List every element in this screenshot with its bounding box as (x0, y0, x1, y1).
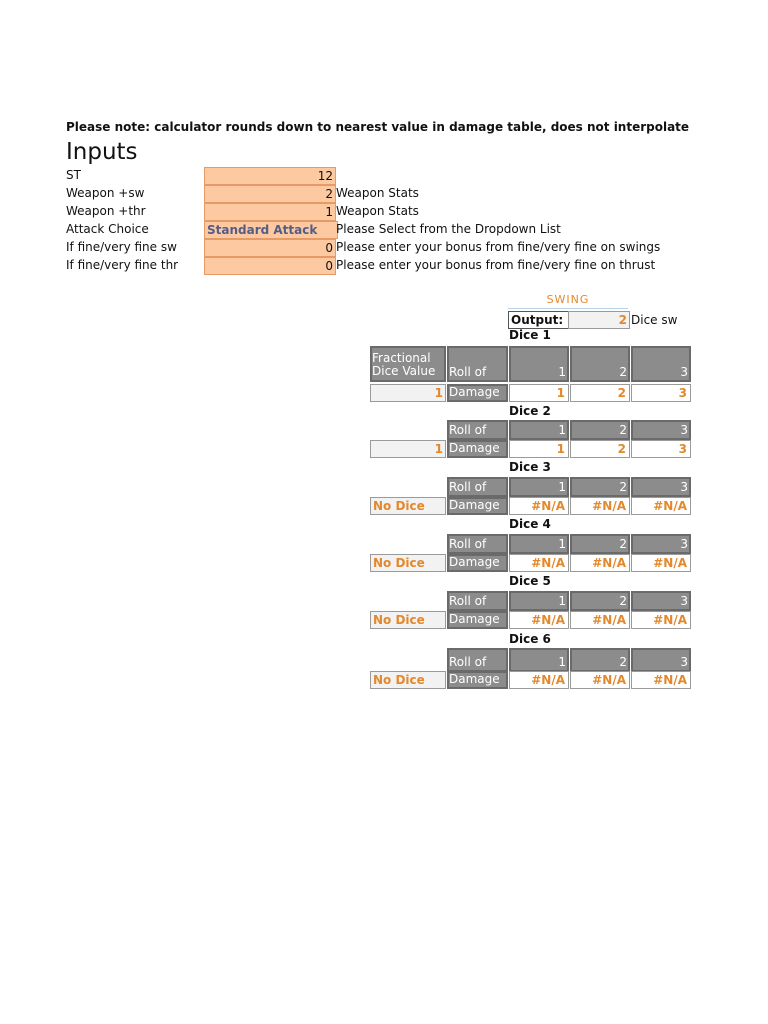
input-weapon-thr[interactable]: 1 (204, 203, 336, 221)
input-label-weapon-sw: Weapon +sw (66, 186, 145, 200)
dice-3-title: Dice 3 (509, 460, 551, 474)
input-st[interactable]: 12 (204, 167, 336, 185)
dice-3-roll-1: 1 (509, 477, 569, 497)
dice-3-roll-3: 3 (631, 477, 691, 497)
dice-6-damage-1: #N/A (509, 671, 569, 689)
dice-3-fractional-value: No Dice (370, 497, 446, 515)
inputs-heading: Inputs (66, 139, 138, 165)
dice-4-damage-2: #N/A (570, 554, 630, 572)
dice-3-damage-1: #N/A (509, 497, 569, 515)
calculator-note: Please note: calculator rounds down to nearest value in damage table, does not interpolate (66, 120, 690, 134)
dice-2-roll-2: 2 (570, 420, 630, 440)
dice-3-damage-3: #N/A (631, 497, 691, 515)
dice-1-roll-2: 2 (570, 346, 630, 382)
dice-1-damage-1: 1 (509, 384, 569, 402)
dice-1-roll-1: 1 (509, 346, 569, 382)
input-label-attack-choice: Attack Choice (66, 222, 149, 236)
dice-4-roll-label: Roll of (447, 534, 508, 554)
dice-3-roll-2: 2 (570, 477, 630, 497)
dice-2-damage-label: Damage (447, 440, 508, 458)
dice-2-roll-3: 3 (631, 420, 691, 440)
help-fine-thr: Please enter your bonus from fine/very fine on thrust (336, 258, 656, 272)
dice-2-fractional-value: 1 (370, 440, 446, 458)
input-label-weapon-thr: Weapon +thr (66, 204, 146, 218)
dice-4-damage-3: #N/A (631, 554, 691, 572)
dice-5-roll-3: 3 (631, 591, 691, 611)
dice-3-damage-label: Damage (447, 497, 508, 515)
dice-2-roll-label: Roll of (447, 420, 508, 440)
help-weapon-sw: Weapon Stats (336, 186, 419, 200)
dice-5-roll-2: 2 (570, 591, 630, 611)
help-attack-choice: Please Select from the Dropdown List (336, 222, 561, 236)
dice-5-title: Dice 5 (509, 574, 551, 588)
dice-6-roll-1: 1 (509, 648, 569, 672)
dice-2-damage-3: 3 (631, 440, 691, 458)
attack-choice-dropdown[interactable]: Standard Attack (204, 221, 338, 239)
input-weapon-sw[interactable]: 2 (204, 185, 336, 203)
dice-2-damage-1: 1 (509, 440, 569, 458)
dice-6-damage-3: #N/A (631, 671, 691, 689)
input-label-st: ST (66, 168, 81, 182)
input-label-fine-sw: If fine/very fine sw (66, 240, 177, 254)
swing-title: SWING (508, 293, 628, 309)
dice-6-roll-2: 2 (570, 648, 630, 672)
fractional-dice-value-header: Fractional Dice Value (370, 346, 446, 382)
dice-5-roll-label: Roll of (447, 591, 508, 611)
dice-4-damage-label: Damage (447, 554, 508, 572)
dice-1-damage-2: 2 (570, 384, 630, 402)
dice-4-damage-1: #N/A (509, 554, 569, 572)
help-fine-sw: Please enter your bonus from fine/very fine on swings (336, 240, 661, 254)
dice-2-roll-1: 1 (509, 420, 569, 440)
dice-6-roll-label: Roll of (447, 648, 508, 672)
dice-1-damage-label: Damage (447, 384, 508, 402)
dice-1-fractional-value: 1 (370, 384, 446, 402)
dice-3-damage-2: #N/A (570, 497, 630, 515)
help-weapon-thr: Weapon Stats (336, 204, 419, 218)
dice-6-damage-label: Damage (447, 671, 508, 689)
dice-6-roll-3: 3 (631, 648, 691, 672)
dice-2-damage-2: 2 (570, 440, 630, 458)
dice-6-fractional-value: No Dice (370, 671, 446, 689)
dice-1-roll-3: 3 (631, 346, 691, 382)
dice-5-fractional-value: No Dice (370, 611, 446, 629)
dice-5-roll-1: 1 (509, 591, 569, 611)
dice-5-damage-3: #N/A (631, 611, 691, 629)
dice-3-roll-label: Roll of (447, 477, 508, 497)
input-label-fine-thr: If fine/very fine thr (66, 258, 179, 272)
dice-4-roll-1: 1 (509, 534, 569, 554)
dice-5-damage-2: #N/A (570, 611, 630, 629)
dice-4-roll-3: 3 (631, 534, 691, 554)
dice-5-damage-label: Damage (447, 611, 508, 629)
output-unit: Dice sw (631, 313, 678, 327)
output-label: Output: (508, 311, 570, 329)
dice-4-fractional-value: No Dice (370, 554, 446, 572)
input-fine-sw[interactable]: 0 (204, 239, 336, 257)
dice-1-damage-3: 3 (631, 384, 691, 402)
dice-1-title: Dice 1 (509, 328, 551, 342)
output-value: 2 (568, 311, 630, 329)
dice-1-roll-label: Roll of (447, 346, 508, 382)
dice-5-damage-1: #N/A (509, 611, 569, 629)
dice-6-damage-2: #N/A (570, 671, 630, 689)
dice-2-title: Dice 2 (509, 404, 551, 418)
input-fine-thr[interactable]: 0 (204, 257, 336, 275)
dice-6-title: Dice 6 (509, 632, 551, 646)
dice-4-roll-2: 2 (570, 534, 630, 554)
dice-4-title: Dice 4 (509, 517, 551, 531)
